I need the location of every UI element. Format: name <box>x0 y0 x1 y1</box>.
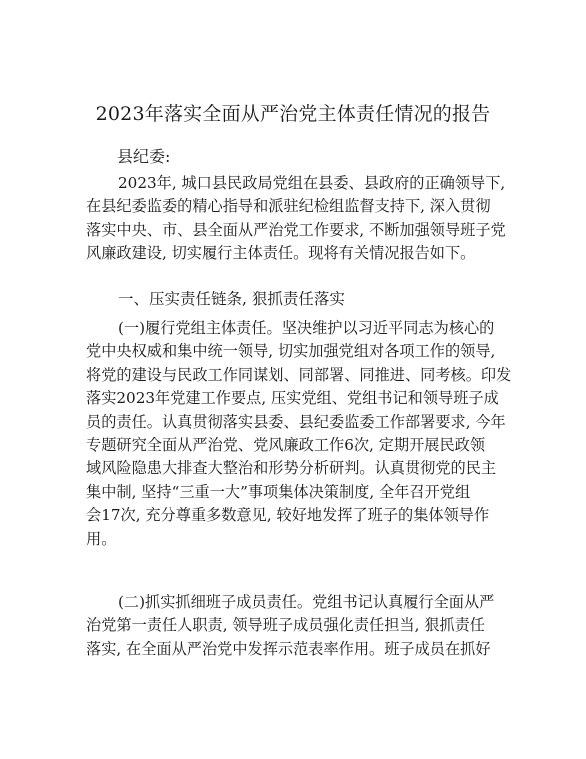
intro-paragraph <box>86 172 506 266</box>
paragraph-line: 专题研究全面从严治党、党风廉政工作6次, 定期开展民政领 <box>86 435 486 454</box>
paragraph-line: 用。 <box>86 529 117 548</box>
intro-line: 风廉政建设, 切实履行主体责任。现将有关情况报告如下。 <box>86 244 476 263</box>
paragraph-line: (一)履行党组主体责任。坚决维护以习近平同志为核心的 <box>118 319 495 337</box>
intro-line: 落实中央、市、县全面从严治党工作要求, 不断加强领导班子党 <box>86 220 506 239</box>
paragraph-line: 员的责任。认真贯彻落实县委、县纪委监委工作部署要求, 今年 <box>86 412 506 431</box>
paragraph-line: 治党第一责任人职责, 领导班子成员强化责任担当, 狠抓责任 <box>86 616 485 635</box>
paragraph-line: 落实2023年党建工作要点, 压实党组、党组书记和领导班子成 <box>86 389 499 408</box>
intro-line: 2023年, 城口县民政局党组在县委、县政府的正确领导下, <box>118 174 506 192</box>
paragraph-line: 党中央权威和集中统一领导, 切实加强党组对各项工作的领导, <box>86 342 496 361</box>
document-title: 2023年落实全面从严治党主体责任情况的报告 <box>95 103 491 125</box>
section-heading: 一、压实责任链条, 狠抓责任落实 <box>118 290 345 308</box>
paragraph-party-group-responsibility <box>86 317 512 551</box>
paragraph-line: 域风险隐患大排查大整治和形势分析研判。认真贯彻党的民主 <box>86 459 497 478</box>
paragraph-line: 落实, 在全面从严治党中发挥示范表率作用。班子成员在抓好 <box>86 639 491 658</box>
salutation: 县纪委: <box>117 147 171 166</box>
paragraph-line: 集中制, 坚持“三重一大”事项集体决策制度, 全年召开党组 <box>86 482 471 501</box>
paragraph-line: 将党的建设与民政工作同谋划、同部署、同推进、同考核。印发 <box>86 365 512 384</box>
paragraph-team-member-responsibility <box>86 591 506 661</box>
paragraph-line: 会17次, 充分尊重多数意见, 较好地发挥了班子的集体领导作 <box>86 506 490 525</box>
intro-line: 在县纪委监委的精心指导和派驻纪检组监督支持下, 深入贯彻 <box>86 197 491 216</box>
paragraph-line: (二)抓实抓细班子成员责任。党组书记认真履行全面从严 <box>118 593 495 611</box>
